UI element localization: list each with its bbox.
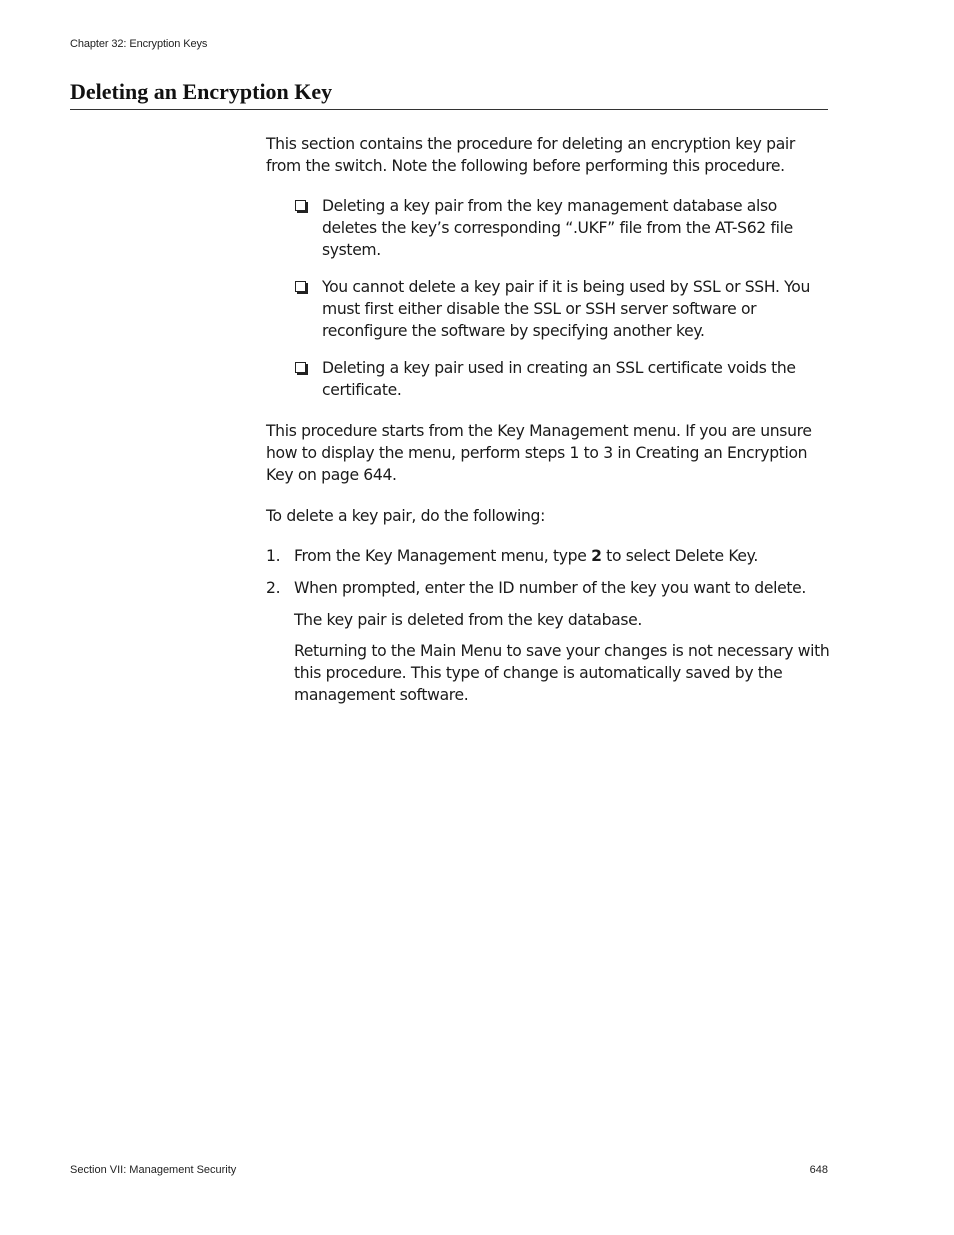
note-list xyxy=(266,195,831,401)
intro-paragraph: This section contains the procedure for deleting an encryption key pair from the switch. Note the following before performing this procedure. xyxy=(266,135,795,175)
running-footer xyxy=(70,1164,828,1176)
body-content xyxy=(266,133,831,715)
step-item xyxy=(266,577,831,599)
page-number: 648 xyxy=(809,1164,828,1176)
step-text-before: From the Key Management menu, type xyxy=(294,547,592,565)
procedure-start-paragraph: This procedure starts from the Key Management menu. If you are unsure how to display the menu, perform steps 1 to 3 in Creating an Encryption Key on page 644. xyxy=(266,422,812,484)
checkbox-bullet-icon xyxy=(295,281,306,292)
step-text-after: to select Delete Key. xyxy=(601,547,758,565)
list-item-text: You cannot delete a key pair if it is being used by SSL or SSH. You must first either disable the SSL or SSH server software or reconfigure the software by specifying another key. xyxy=(322,278,810,340)
step-item xyxy=(266,545,831,567)
procedure-steps xyxy=(266,545,831,599)
step-number: 1. xyxy=(266,547,281,565)
list-item-text: Deleting a key pair from the key management database also deletes the key’s corresponding “.UKF” file from the AT-S62 file system. xyxy=(322,197,793,259)
checkbox-bullet-icon xyxy=(295,362,306,373)
step-save-note: Returning to the Main Menu to save your changes is not necessary with this procedure. This type of change is automatically saved by the management software. xyxy=(294,642,830,704)
step-text: When prompted, enter the ID number of the key you want to delete. xyxy=(294,579,806,597)
list-item xyxy=(266,276,831,342)
step-number: 2. xyxy=(266,579,281,597)
list-item-text: Deleting a key pair used in creating an SSL certificate voids the certificate. xyxy=(322,359,796,399)
step-result-note: The key pair is deleted from the key database. xyxy=(294,611,642,629)
procedure-lead-in: To delete a key pair, do the following: xyxy=(266,507,545,525)
footer-section: Section VII: Management Security xyxy=(70,1164,237,1176)
checkbox-bullet-icon xyxy=(295,200,306,211)
list-item xyxy=(266,357,831,401)
running-header: Chapter 32: Encryption Keys xyxy=(70,38,208,50)
step-key-value: 2 xyxy=(591,547,602,565)
section-title: Deleting an Encryption Key xyxy=(70,78,828,110)
list-item xyxy=(266,195,831,261)
